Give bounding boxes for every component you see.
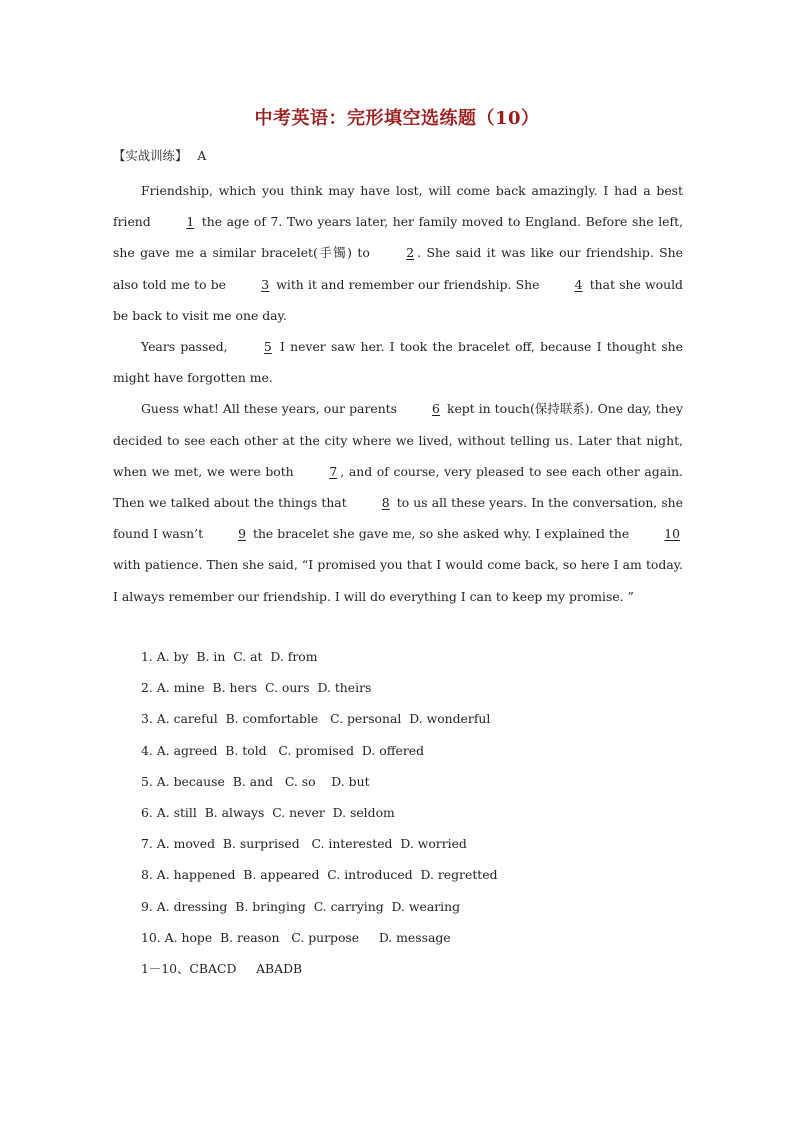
- question-10: 10. A. hope B. reason C. purpose D. message: [141, 929, 451, 945]
- passage-text: kept in touch(保持联系). One day, they decided to see each other at the city where we lived, without telling us. Later that night, when we met, we were both: [113, 401, 683, 479]
- blank-4: 4: [574, 276, 583, 292]
- blank-8: 8: [381, 495, 390, 511]
- answer-key: 1－10、CBACD ABADB: [141, 960, 303, 976]
- question-7: 7. A. moved B. surprised C. interested D. worried: [141, 836, 467, 852]
- section-label: [113, 146, 206, 164]
- blank-10: 10: [664, 526, 680, 542]
- question-9: 9. A. dressing B. bringing C. carrying D. wearing: [141, 898, 461, 914]
- passage-text: the bracelet she gave me, so she asked why. I explained the: [248, 526, 634, 542]
- passage-paragraph: [113, 331, 683, 393]
- passage-text: , and of course, very pleased to see each other again. Then we talked about the things that: [113, 463, 683, 511]
- passage-text: that she would be back to visit me one day.: [113, 276, 683, 323]
- cloze-passage: [113, 175, 683, 612]
- passage-text: . She said it was like our friendship. She also told me to be: [113, 245, 683, 292]
- blank-9: 9: [238, 526, 246, 542]
- question-6: 6. A. still B. always C. never D. seldom: [141, 804, 395, 820]
- question-list: [141, 641, 701, 984]
- passage-paragraph: [113, 175, 683, 331]
- passage-paragraph: [113, 393, 683, 611]
- blank-1: 1: [186, 214, 195, 230]
- section-heading: 【实战训练】: [113, 148, 188, 163]
- passage-text: with patience. Then she said, “I promised you that I would come back, so here I am today. I always remember our friendship. I will do everything I can to keep my promise. ”: [113, 557, 683, 604]
- passage-text: the age of 7. Two years later, her family moved to England. Before she left, she gave me a similar bracelet(手镯) to: [113, 214, 684, 261]
- question-8: 8. A. happened B. appeared C. introduced D. regretted: [141, 867, 498, 883]
- blank-2: 2: [406, 245, 415, 261]
- blank-6: 6: [432, 401, 440, 417]
- passage-text: with it and remember our friendship. She: [272, 276, 544, 292]
- section-part: A: [197, 148, 207, 163]
- passage-text: Guess what! All these years, our parents: [141, 401, 402, 417]
- question-3: 3. A. careful B. comfortable C. personal D. wonderful: [141, 711, 491, 727]
- blank-5: 5: [263, 339, 272, 355]
- question-1: 1. A. by B. in C. at D. from: [141, 649, 318, 664]
- passage-text: to us all these years. In the conversation, she found I wasn’t: [113, 495, 683, 542]
- blank-7: 7: [329, 463, 338, 479]
- blank-3: 3: [261, 276, 270, 292]
- passage-text: I never saw her. I took the bracelet off, because I thought she might have forgotten me.: [113, 339, 683, 386]
- question-5: 5. A. because B. and C. so D. but: [141, 773, 370, 789]
- question-4: 4. A. agreed B. told C. promised D. offered: [141, 742, 425, 758]
- passage-text: Years passed,: [141, 339, 233, 355]
- passage-text: Friendship, which you think may have lost, will come back amazingly. I had a best friend: [113, 183, 683, 230]
- document-title: 中考英语：完形填空选练题（10）: [254, 108, 540, 129]
- question-2: 2. A. mine B. hers C. ours D. theirs: [141, 680, 372, 696]
